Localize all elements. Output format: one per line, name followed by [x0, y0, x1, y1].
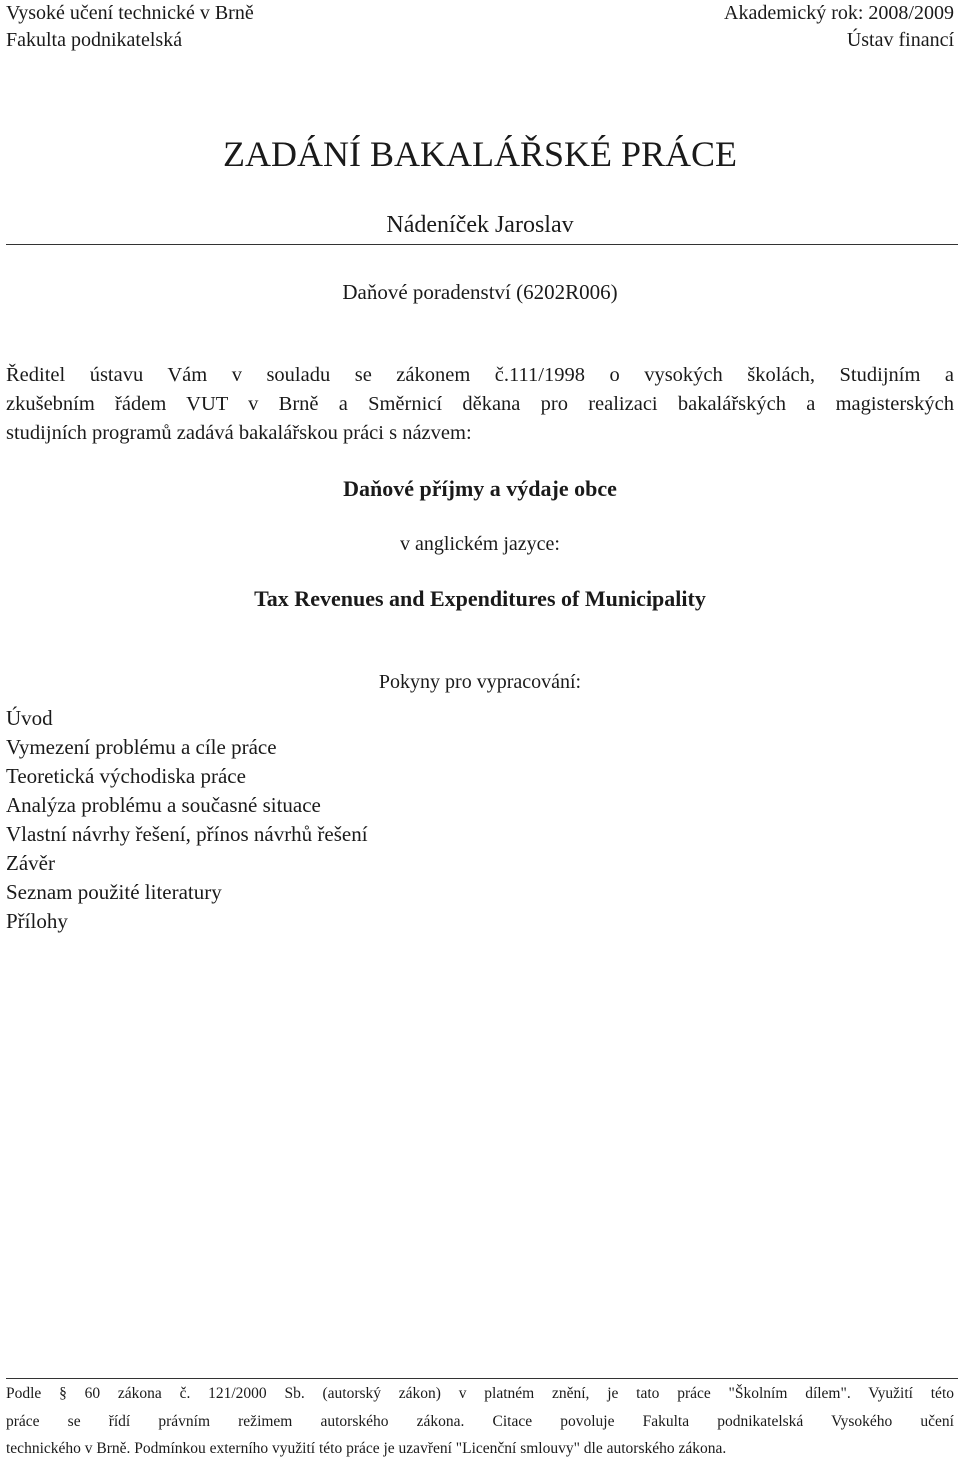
footer-line: práce se řídí právním režimem autorského zákona. Citace povoluje Fakulta podnikatelská Vysokého učení	[6, 1412, 954, 1430]
intro-paragraph	[6, 361, 954, 448]
header-row-bottom	[6, 27, 954, 53]
language-label: v anglickém jazyce:	[400, 533, 560, 555]
header-row-top	[6, 0, 954, 26]
thesis-title: Daňové příjmy a výdaje obce	[343, 476, 617, 501]
university-name: Vysoké učení technické v Brně	[6, 2, 254, 24]
outline-item: Vlastní návrhy řešení, přínos návrhů řešení	[6, 822, 368, 846]
academic-year: Akademický rok: 2008/2009	[724, 2, 954, 24]
outline-item: Seznam použité literatury	[6, 880, 222, 904]
intro-line: zkušebním řádem VUT v Brně a Směrnicí děkana pro realizaci bakalářských a magisterských	[6, 393, 954, 415]
thesis-outline	[6, 704, 368, 936]
copyright-notice	[6, 1380, 954, 1463]
institute-name: Ústav financí	[846, 29, 954, 51]
document-title: ZADÁNÍ BAKALÁŘSKÉ PRÁCE	[222, 134, 738, 174]
footer-line: Podle § 60 zákona č. 121/2000 Sb. (autorský zákon) v platném znění, je tato práce "Školním dílem". Využití této	[6, 1385, 954, 1402]
divider-top	[6, 244, 958, 245]
outline-item: Vymezení problému a cíle práce	[6, 735, 277, 759]
intro-line: Ředitel ústavu Vám v souladu se zákonem č.111/1998 o vysokých školách, Studijním a	[6, 364, 954, 386]
outline-item: Přílohy	[6, 909, 68, 933]
footer-line: technického v Brně. Podmínkou externího využití této práce je uzavření "Licenční smlouvy" dle autorského zákona.	[6, 1440, 727, 1457]
outline-item: Závěr	[6, 851, 55, 875]
student-name: Nádeníček Jaroslav	[386, 212, 574, 238]
divider-bottom	[6, 1378, 958, 1379]
thesis-title-english: Tax Revenues and Expenditures of Municipality	[254, 586, 706, 611]
outline-item: Analýza problému a současné situace	[6, 793, 321, 817]
intro-line: studijních programů zadává bakalářskou práci s názvem:	[6, 422, 472, 444]
outline-item: Teoretická východiska práce	[6, 764, 246, 788]
faculty-name: Fakulta podnikatelská	[6, 29, 183, 51]
outline-item: Úvod	[6, 706, 53, 730]
instructions-heading: Pokyny pro vypracování:	[378, 671, 582, 693]
study-program: Daňové poradenství (6202R006)	[342, 280, 618, 304]
